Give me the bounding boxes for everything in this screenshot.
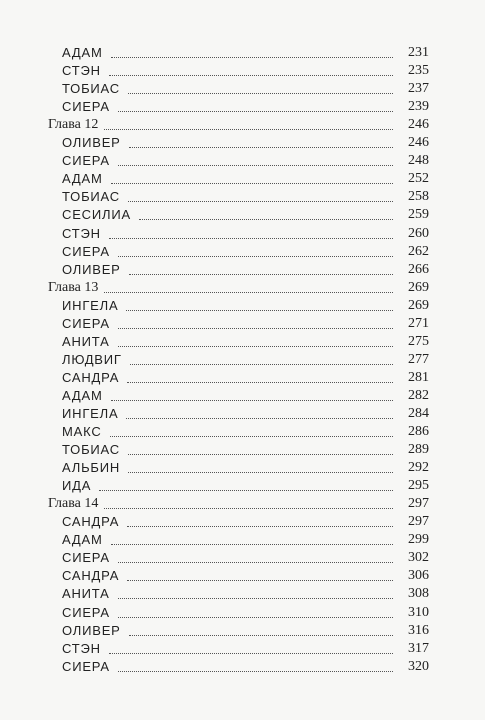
toc-entry-title: СТЭН (62, 225, 101, 241)
toc-entry[interactable] (0, 602, 485, 620)
toc-entry-page: 310 (408, 604, 429, 620)
dot-leader (128, 93, 393, 94)
toc-chapter-title: Глава 13 (48, 279, 99, 295)
toc-entry[interactable] (0, 566, 485, 584)
toc-chapter[interactable] (0, 115, 485, 133)
toc-entry-title: СТЭН (62, 63, 101, 79)
dot-leader (109, 75, 393, 76)
toc-entry[interactable] (0, 639, 485, 657)
toc-entry[interactable] (0, 61, 485, 79)
toc-entry-title: СИЕРА (62, 153, 110, 169)
toc-entry[interactable] (0, 548, 485, 566)
toc-entry[interactable] (0, 242, 485, 260)
dot-leader (118, 165, 393, 166)
toc-entry-title: САНДРА (62, 514, 120, 530)
toc-entry-page: 302 (408, 550, 429, 566)
toc-entry[interactable] (0, 458, 485, 476)
toc-entry-title: ТОБИАС (62, 442, 120, 458)
toc-entry-page: 266 (408, 261, 429, 277)
dot-leader (128, 472, 393, 473)
toc-entry-page: 308 (408, 586, 429, 602)
toc-entry-title: СИЕРА (62, 243, 110, 259)
toc-entry[interactable] (0, 440, 485, 458)
toc-entry[interactable] (0, 260, 485, 278)
toc-entry[interactable] (0, 621, 485, 639)
toc-entry-page: 235 (408, 63, 429, 79)
toc-entry-page: 246 (408, 135, 429, 151)
table-of-contents (0, 43, 485, 675)
dot-leader (139, 219, 393, 220)
dot-leader (127, 580, 393, 581)
dot-leader (126, 310, 393, 311)
toc-entry-title: САНДРА (62, 369, 120, 385)
toc-entry-page: 286 (408, 424, 429, 440)
toc-entry[interactable] (0, 151, 485, 169)
toc-entry[interactable] (0, 187, 485, 205)
toc-entry-page: 248 (408, 153, 429, 169)
toc-entry-page: 295 (408, 478, 429, 494)
toc-chapter-page: 297 (408, 496, 429, 512)
dot-leader (126, 418, 393, 419)
toc-entry[interactable] (0, 314, 485, 332)
toc-entry-page: 317 (408, 640, 429, 656)
toc-entry[interactable] (0, 404, 485, 422)
toc-entry-page: 262 (408, 243, 429, 259)
dot-leader (111, 400, 393, 401)
toc-entry-title: ИДА (62, 478, 92, 494)
toc-entry-page: 231 (408, 45, 429, 61)
toc-entry-title: АДАМ (62, 45, 103, 61)
toc-entry-title: САНДРА (62, 568, 120, 584)
dot-leader (128, 454, 393, 455)
toc-entry-page: 292 (408, 460, 429, 476)
dot-leader (129, 274, 393, 275)
toc-entry[interactable] (0, 512, 485, 530)
dot-leader (111, 544, 393, 545)
toc-entry-title: ТОБИАС (62, 81, 120, 97)
dot-leader (128, 201, 393, 202)
toc-entry-title: ИНГЕЛА (62, 297, 119, 313)
toc-chapter-title: Глава 14 (48, 496, 99, 512)
toc-entry[interactable] (0, 97, 485, 115)
dot-leader (129, 147, 393, 148)
toc-entry-title: СИЕРА (62, 604, 110, 620)
toc-entry[interactable] (0, 386, 485, 404)
toc-entry-page: 237 (408, 81, 429, 97)
toc-entry-title: АНИТА (62, 333, 110, 349)
toc-entry-page: 275 (408, 333, 429, 349)
dot-leader (111, 183, 393, 184)
toc-entry[interactable] (0, 584, 485, 602)
toc-entry-title: АДАМ (62, 387, 103, 403)
dot-leader (118, 111, 393, 112)
toc-entry[interactable] (0, 332, 485, 350)
toc-chapter-title: Глава 12 (48, 117, 99, 133)
toc-entry-title: АЛЬБИН (62, 460, 121, 476)
toc-entry[interactable] (0, 133, 485, 151)
dot-leader (118, 328, 393, 329)
dot-leader (127, 526, 393, 527)
toc-entry[interactable] (0, 368, 485, 386)
toc-entry-title: СИЕРА (62, 315, 110, 331)
toc-entry[interactable] (0, 43, 485, 61)
dot-leader (118, 562, 393, 563)
toc-entry[interactable] (0, 350, 485, 368)
toc-entry-title: ИНГЕЛА (62, 405, 119, 421)
toc-entry-title: СЕСИЛИА (62, 207, 131, 223)
toc-entry-page: 306 (408, 568, 429, 584)
toc-entry[interactable] (0, 169, 485, 187)
toc-entry-page: 281 (408, 369, 429, 385)
toc-entry-title: ОЛИВЕР (62, 261, 121, 277)
dot-leader (111, 57, 393, 58)
toc-entry-title: ТОБИАС (62, 189, 120, 205)
toc-entry-page: 271 (408, 315, 429, 331)
toc-entry-page: 258 (408, 189, 429, 205)
toc-entry-title: ОЛИВЕР (62, 622, 121, 638)
toc-entry-title: СИЕРА (62, 550, 110, 566)
dot-leader (118, 671, 393, 672)
toc-entry-page: 252 (408, 171, 429, 187)
toc-entry-title: СИЕРА (62, 658, 110, 674)
toc-entry-title: АДАМ (62, 171, 103, 187)
toc-entry[interactable] (0, 530, 485, 548)
dot-leader (118, 617, 393, 618)
toc-entry-title: СТЭН (62, 640, 101, 656)
dot-leader (104, 292, 393, 293)
dot-leader (109, 653, 393, 654)
toc-entry-page: 320 (408, 658, 429, 674)
toc-chapter[interactable] (0, 494, 485, 512)
toc-entry[interactable] (0, 223, 485, 241)
toc-entry-page: 282 (408, 387, 429, 403)
toc-entry-title: ЛЮДВИГ (62, 351, 122, 367)
toc-entry-page: 277 (408, 351, 429, 367)
toc-entry-page: 259 (408, 207, 429, 223)
toc-entry-title: МАКС (62, 424, 102, 440)
toc-entry-title: СИЕРА (62, 99, 110, 115)
toc-entry-page: 297 (408, 514, 429, 530)
toc-entry-title: АДАМ (62, 532, 103, 548)
toc-entry[interactable] (0, 205, 485, 223)
dot-leader (104, 129, 393, 130)
toc-entry[interactable] (0, 657, 485, 675)
toc-entry-page: 289 (408, 442, 429, 458)
dot-leader (118, 256, 393, 257)
toc-entry[interactable] (0, 422, 485, 440)
toc-chapter[interactable] (0, 278, 485, 296)
toc-entry-page: 316 (408, 622, 429, 638)
toc-chapter-page: 269 (408, 279, 429, 295)
dot-leader (118, 346, 393, 347)
dot-leader (118, 598, 393, 599)
toc-entry-page: 284 (408, 405, 429, 421)
dot-leader (104, 508, 393, 509)
toc-entry-page: 269 (408, 297, 429, 313)
toc-entry-page: 239 (408, 99, 429, 115)
dot-leader (130, 364, 393, 365)
dot-leader (109, 238, 393, 239)
toc-entry-page: 260 (408, 225, 429, 241)
toc-entry-title: АНИТА (62, 586, 110, 602)
toc-entry-page: 299 (408, 532, 429, 548)
toc-entry-title: ОЛИВЕР (62, 135, 121, 151)
dot-leader (110, 436, 393, 437)
dot-leader (129, 635, 393, 636)
toc-chapter-page: 246 (408, 117, 429, 133)
dot-leader (99, 490, 393, 491)
toc-entry[interactable] (0, 296, 485, 314)
toc-entry[interactable] (0, 476, 485, 494)
dot-leader (127, 382, 393, 383)
toc-entry[interactable] (0, 79, 485, 97)
